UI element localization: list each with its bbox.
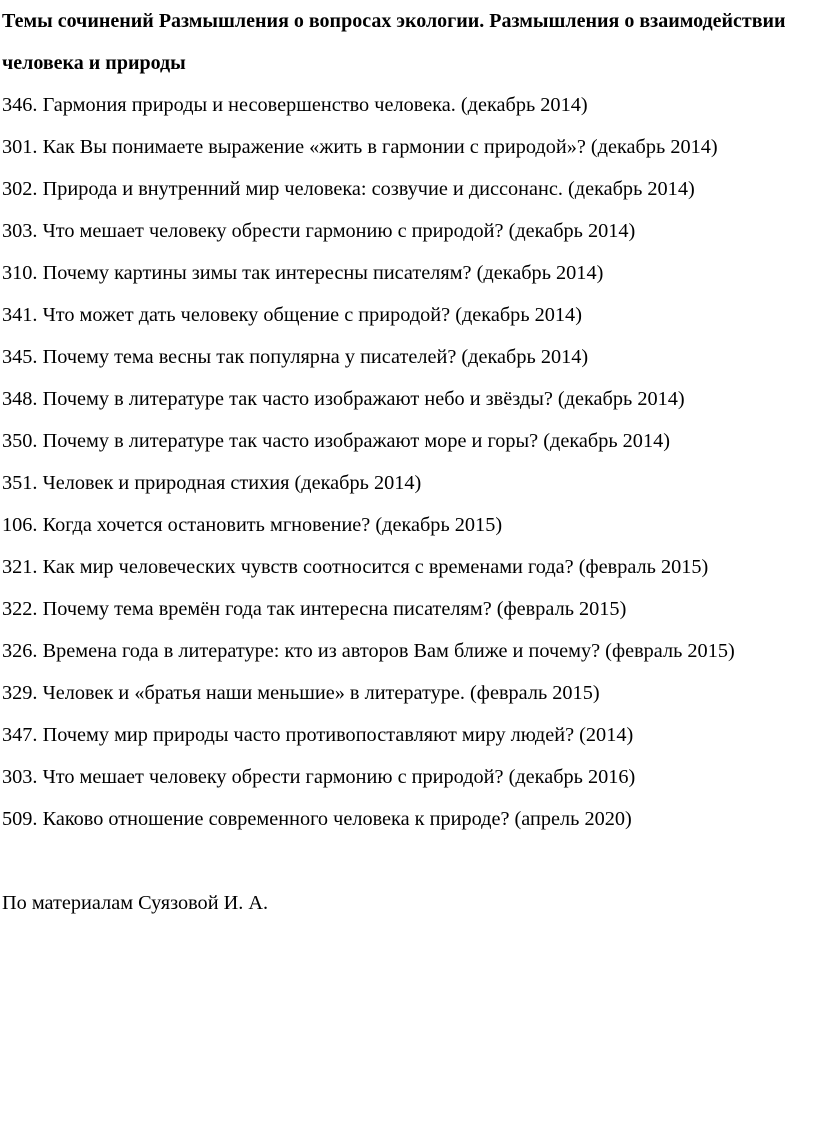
topic-item: 509. Каково отношение современного человека к природе? (апрель 2020) [2, 808, 632, 830]
topic-item: 329. Человек и «братья наши меньшие» в литературе. (февраль 2015) [2, 682, 600, 704]
topic-item: 310. Почему картины зимы так интересны писателям? (декабрь 2014) [2, 262, 604, 284]
topic-item: 302. Природа и внутренний мир человека: созвучие и диссонанс. (декабрь 2014) [2, 178, 695, 200]
topic-item: 303. Что мешает человеку обрести гармонию с природой? (декабрь 2014) [2, 220, 636, 242]
topic-item: 322. Почему тема времён года так интересна писателям? (февраль 2015) [2, 598, 627, 620]
topic-item: 351. Человек и природная стихия (декабрь 2014) [2, 472, 422, 494]
topic-item: 346. Гармония природы и несовершенство человека. (декабрь 2014) [2, 94, 588, 116]
topic-item: 348. Почему в литературе так часто изображают небо и звёзды? (декабрь 2014) [2, 388, 685, 410]
topic-item: 106. Когда хочется остановить мгновение? (декабрь 2015) [2, 514, 503, 536]
source-credit: По материалам Суязовой И. А. [2, 892, 269, 914]
topic-item: 303. Что мешает человеку обрести гармонию с природой? (декабрь 2016) [2, 766, 636, 788]
topic-list [2, 84, 812, 840]
topic-item: 345. Почему тема весны так популярна у писателей? (декабрь 2014) [2, 346, 589, 368]
document-title: Темы сочинений Размышления о вопросах экологии. Размышления о взаимодействии человека и природы [2, 10, 786, 74]
topic-item: 347. Почему мир природы часто противопоставляют миру людей? (2014) [2, 724, 634, 746]
topic-item: 350. Почему в литературе так часто изображают море и горы? (декабрь 2014) [2, 430, 670, 452]
topic-item: 326. Времена года в литературе: кто из авторов Вам ближе и почему? (февраль 2015) [2, 640, 735, 662]
topic-item: 301. Как Вы понимаете выражение «жить в гармонии с природой»? (декабрь 2014) [2, 136, 718, 158]
topic-item: 341. Что может дать человеку общение с природой? (декабрь 2014) [2, 304, 582, 326]
topic-item: 321. Как мир человеческих чувств соотносится с временами года? (февраль 2015) [2, 556, 709, 578]
document-page [2, 0, 812, 944]
